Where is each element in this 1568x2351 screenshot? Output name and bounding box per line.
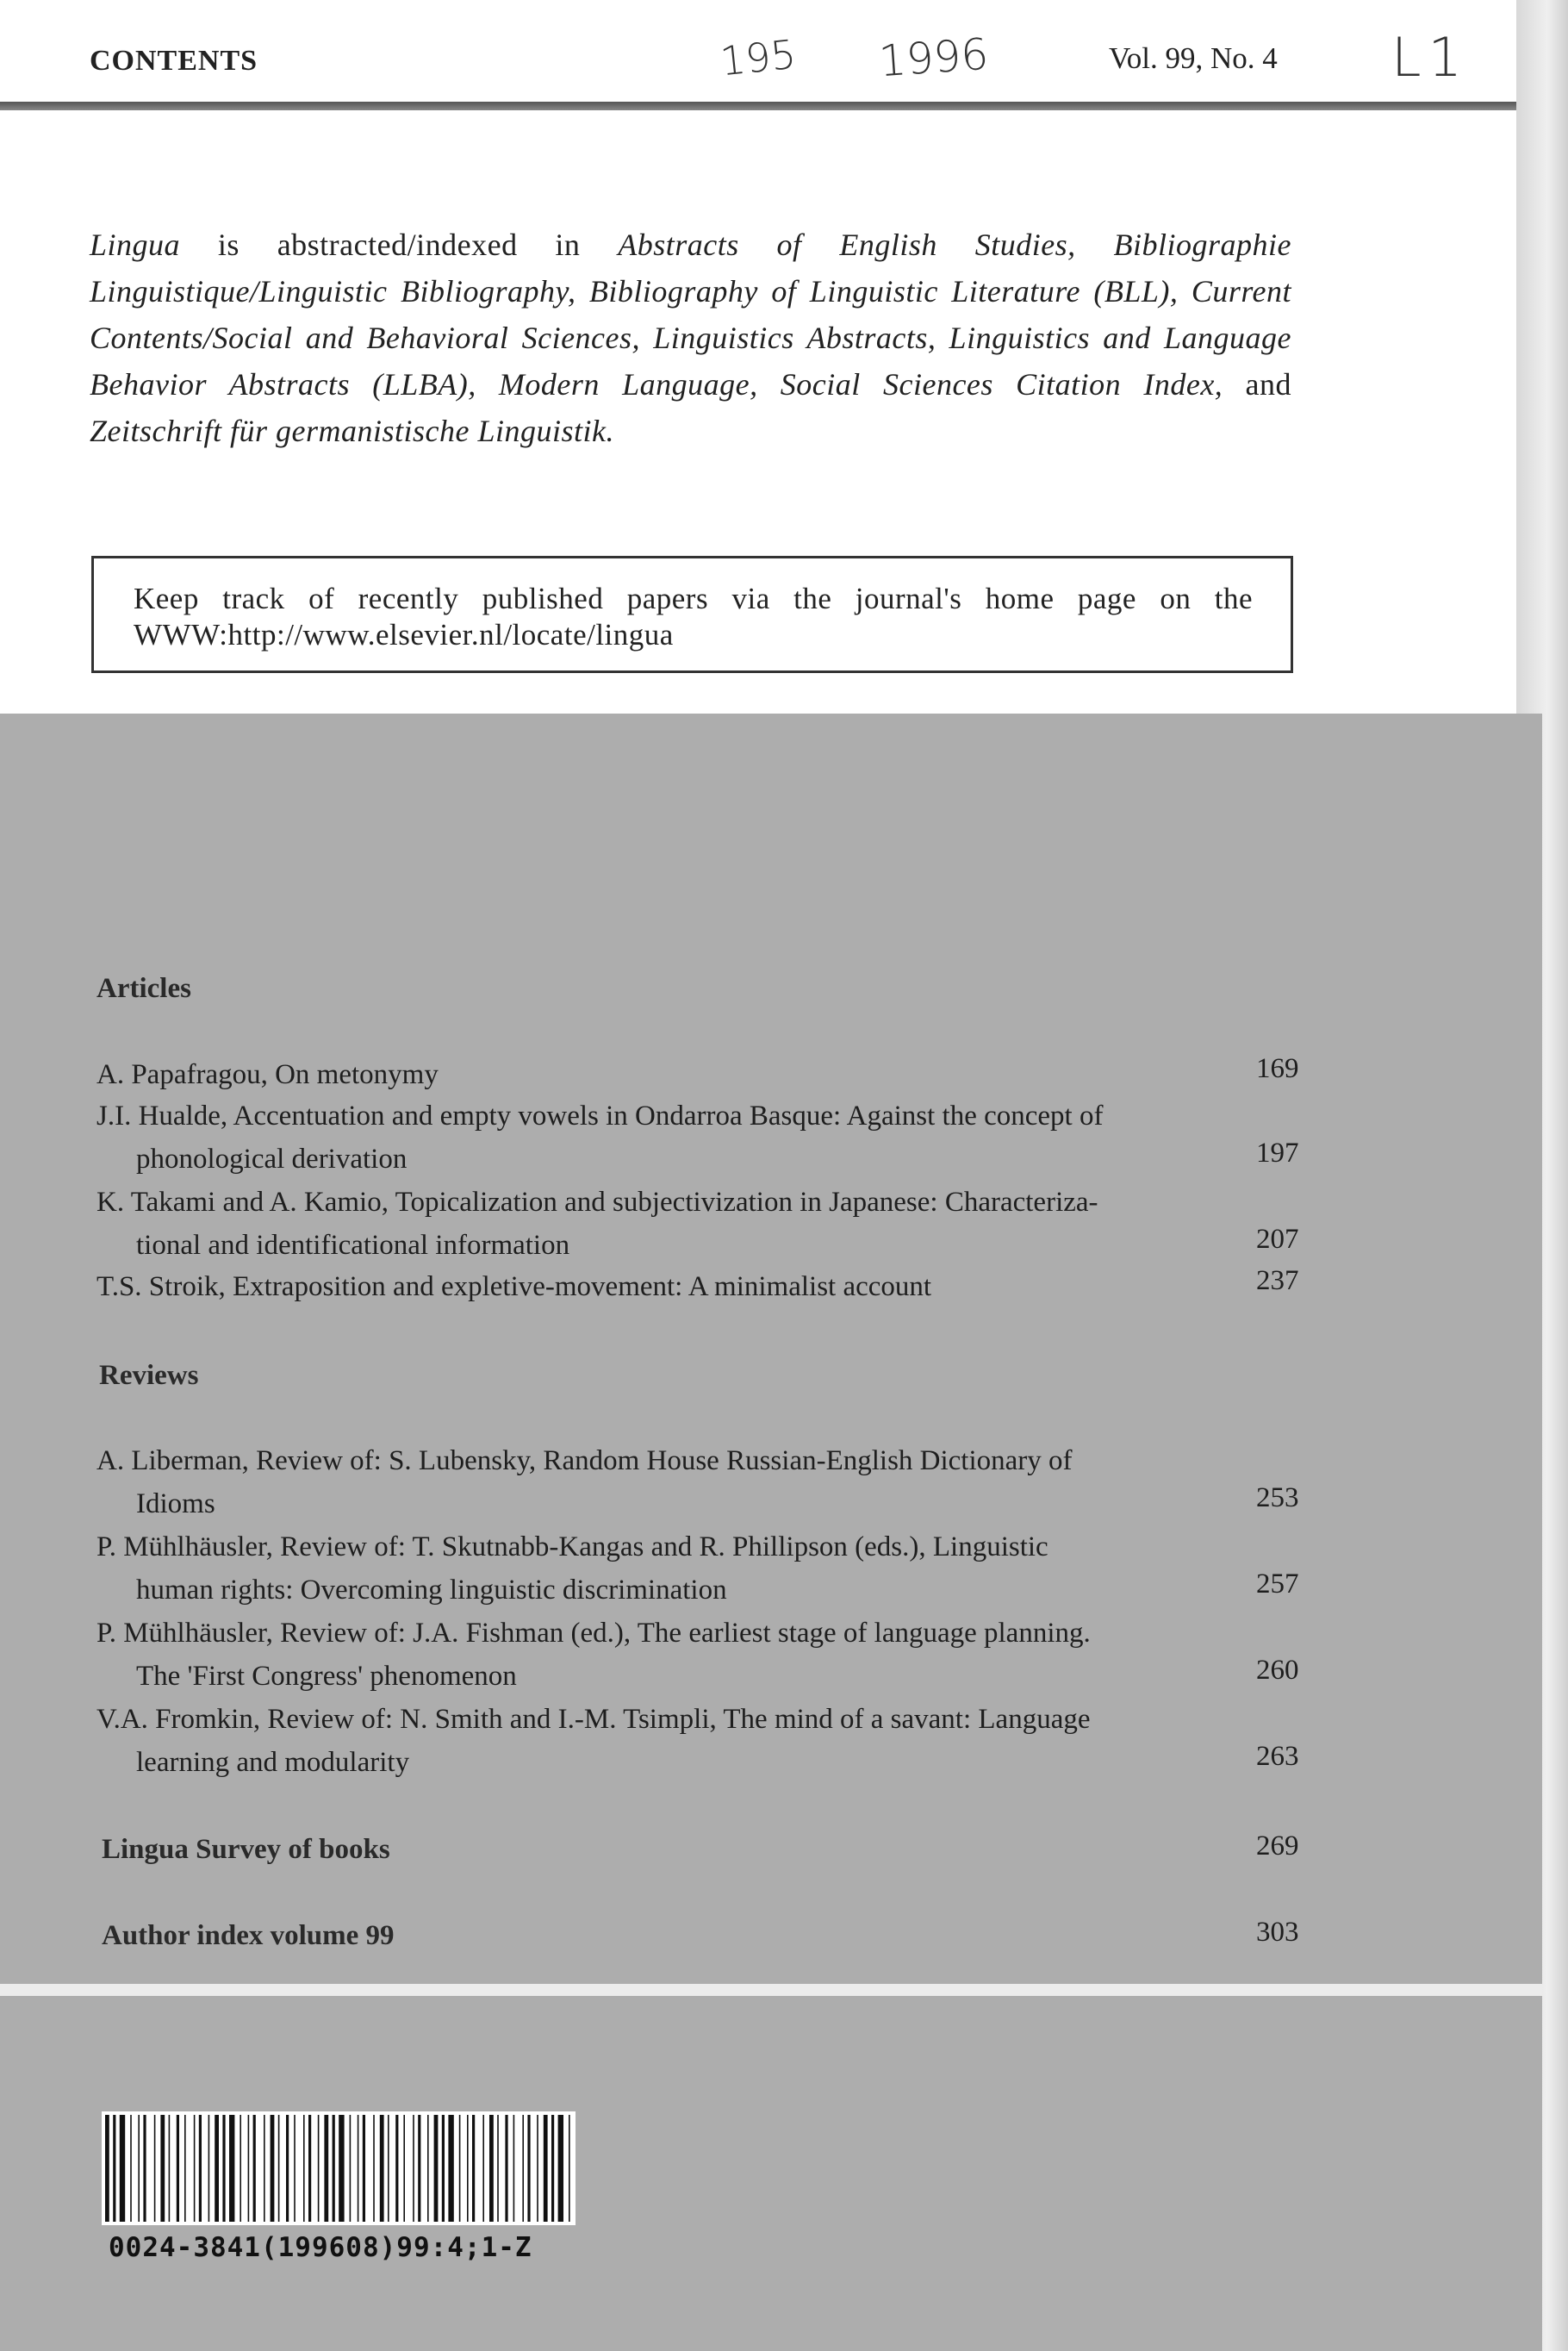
barcode-bar [105, 2115, 109, 2222]
article-title-cont: tional and identificational information [136, 1230, 570, 1261]
indexing-statement [90, 221, 1291, 454]
panel-divider [0, 1984, 1542, 1996]
barcode-bar [194, 2115, 196, 2222]
barcode-bar [544, 2115, 548, 2222]
review-title: V.A. Fromkin, Review of: N. Smith and I.-M. Tsimpli, The mind of a savant: Language [96, 1704, 1091, 1735]
indexing-sources-1: Abstracts of English Studies, Bibliographie Linguistique/Linguistic Bibliography, [90, 228, 1291, 309]
article-entry [96, 1094, 1216, 1181]
barcode-bar [271, 2115, 275, 2222]
barcode-bar [264, 2115, 265, 2222]
review-title: P. Mühlhäusler, Review of: T. Skutnabb-Kangas and R. Phillipson (eds.), Linguistic [96, 1531, 1048, 1562]
indexing-text-1: is abstracted/indexed in [180, 228, 619, 262]
barcode-bar [527, 2115, 530, 2222]
article-page: 197 [1256, 1138, 1299, 1169]
barcode-bar [248, 2115, 250, 2222]
barcode-bar [240, 2115, 241, 2222]
barcode-bar [184, 2115, 186, 2222]
review-page: 263 [1256, 1741, 1299, 1772]
contents-title: CONTENTS [90, 45, 258, 77]
article-title: A. Papafragou, On metonymy [96, 1059, 439, 1090]
barcode-bar [303, 2115, 305, 2222]
article-entry [96, 1181, 1216, 1267]
barcode-bar [208, 2115, 210, 2222]
article-title: T.S. Stroik, Extraposition and expletive-movement: A minimalist account [96, 1271, 932, 1302]
review-page: 260 [1256, 1655, 1299, 1686]
barcode-bar [177, 2115, 179, 2222]
survey-page: 269 [1256, 1830, 1299, 1861]
barcode-bar [395, 2115, 398, 2222]
journal-name: Lingua [90, 228, 181, 262]
barcode-bar [169, 2115, 171, 2222]
author-index-page: 303 [1256, 1917, 1299, 1948]
article-entry [96, 1053, 1216, 1096]
barcode-bar [199, 2115, 202, 2222]
barcode-bar [229, 2115, 234, 2222]
review-title-cont: learning and modularity [136, 1747, 410, 1778]
article-title: K. Takami and A. Kamio, Topicalization and subjectivization in Japanese: Characteriza- [96, 1187, 1098, 1218]
review-title: P. Mühlhäusler, Review of: J.A. Fishman (ed.), The earliest stage of language planning. [96, 1618, 1091, 1649]
survey-heading: Lingua Survey of books [102, 1834, 390, 1865]
indexing-text-2: and [1223, 367, 1291, 402]
barcode-bar [253, 2115, 256, 2222]
barcode-bar [339, 2115, 344, 2222]
barcode-bar [489, 2115, 494, 2222]
barcode-bar [154, 2115, 156, 2222]
indexing-sources-3: Zeitschrift für germanistische Linguistik. [90, 414, 615, 448]
barcode-bar [551, 2115, 554, 2222]
barcode-bar [358, 2115, 359, 2222]
barcode-bar [294, 2115, 296, 2222]
reviews-heading: Reviews [99, 1360, 199, 1391]
barcode-number: 0024-3841(199608)99:4;1-Z [109, 2232, 532, 2263]
review-page: 257 [1256, 1568, 1299, 1600]
barcode-bar [160, 2115, 165, 2222]
barcode-bar [472, 2115, 475, 2222]
barcode-bar [467, 2115, 469, 2222]
header [0, 0, 1516, 108]
barcode-bar [434, 2115, 439, 2222]
article-page: 207 [1256, 1224, 1299, 1255]
review-title: A. Liberman, Review of: S. Lubensky, Random House Russian-English Dictionary of [96, 1445, 1073, 1476]
barcode-bar [215, 2115, 219, 2222]
article-title: J.I. Hualde, Accentuation and empty vowels in Ondarroa Basque: Against the concept of [96, 1101, 1104, 1132]
barcode-bars [102, 2111, 576, 2225]
article-title-cont: phonological derivation [136, 1144, 408, 1175]
barcode-bar [537, 2115, 538, 2222]
review-title-cont: Idioms [136, 1488, 215, 1519]
author-index-heading: Author index volume 99 [102, 1920, 395, 1951]
barcode-bar [278, 2115, 280, 2222]
web-notice-text: Keep track of recently published papers via the journal's home page on the WWW:http://www.elsevier.nl/locate/lingua [134, 582, 1253, 652]
barcode-bar [418, 2115, 420, 2222]
handwritten-note-1: 195 [718, 30, 799, 85]
barcode-bar [388, 2115, 389, 2222]
barcode-bar [222, 2115, 225, 2222]
barcode-bar [505, 2115, 507, 2222]
handwritten-note-2: 1996 [877, 28, 991, 87]
barcode-bar [373, 2115, 375, 2222]
indexing-sources-2: Bibliography of Linguistic Literature (BLL), Current Contents/Social and Behavioral Sciences, Linguistics Abstracts, Linguistics and Language Behavior Abstracts (LLBA), Modern Language, Social Sciences Citation Index, [90, 274, 1291, 402]
barcode-bar [333, 2115, 335, 2222]
review-title-cont: human rights: Overcoming linguistic discrimination [136, 1575, 727, 1606]
barcode-bar [308, 2115, 311, 2222]
barcode-bar [130, 2115, 132, 2222]
review-entry [96, 1525, 1216, 1612]
header-rule [0, 102, 1516, 110]
barcode-bar [427, 2115, 429, 2222]
review-title-cont: The 'First Congress' phenomenon [136, 1661, 517, 1692]
barcode-bar [138, 2115, 140, 2222]
barcode-bar [380, 2115, 384, 2222]
barcode-bar [482, 2115, 484, 2222]
barcode-bar [350, 2115, 352, 2222]
review-entry [96, 1439, 1216, 1525]
barcode-bar [558, 2115, 563, 2222]
web-notice-box [91, 556, 1293, 673]
handwritten-note-3: L1 [1391, 26, 1469, 89]
barcode [102, 2111, 576, 2275]
barcode-bar [120, 2115, 125, 2222]
article-page: 169 [1256, 1053, 1299, 1084]
barcode-bar [448, 2115, 453, 2222]
barcode-bar [324, 2115, 328, 2222]
barcode-bar [318, 2115, 320, 2222]
review-page: 253 [1256, 1482, 1299, 1513]
barcode-bar [522, 2115, 524, 2222]
barcode-bar [286, 2115, 289, 2222]
barcode-bar [403, 2115, 405, 2222]
review-entry [96, 1612, 1216, 1698]
review-entry [96, 1698, 1216, 1784]
barcode-bar [459, 2115, 461, 2222]
barcode-bar [363, 2115, 365, 2222]
barcode-bar [497, 2115, 499, 2222]
barcode-bar [413, 2115, 414, 2222]
barcode-bar [513, 2115, 515, 2222]
articles-heading: Articles [96, 973, 191, 1004]
article-entry [96, 1265, 1216, 1308]
barcode-bar [113, 2115, 115, 2222]
barcode-bar [569, 2115, 570, 2222]
volume-number: Vol. 99, No. 4 [1109, 41, 1278, 75]
barcode-bar [143, 2115, 146, 2222]
article-page: 237 [1256, 1265, 1299, 1296]
barcode-bar [442, 2115, 445, 2222]
